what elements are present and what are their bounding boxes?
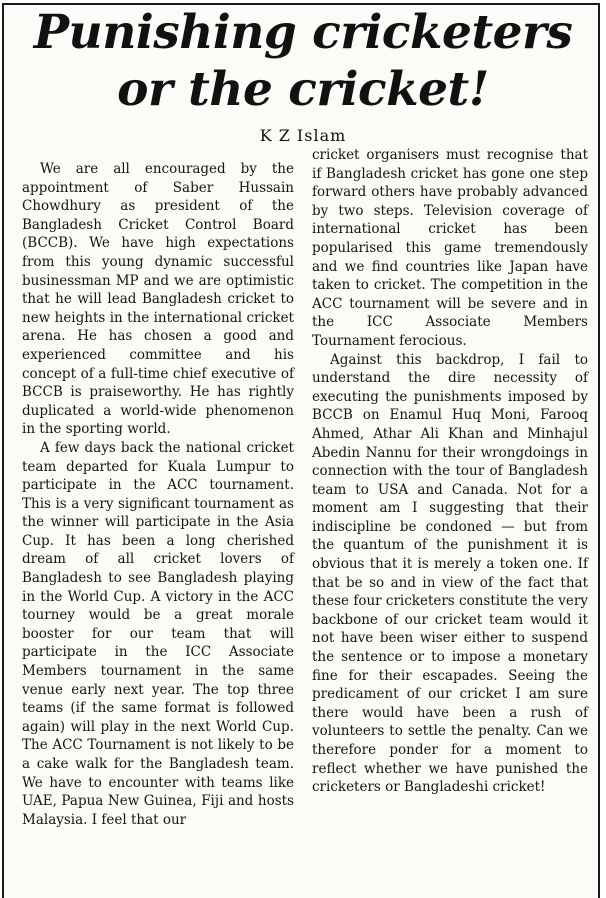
paragraph-2: A few days back the national cricket team departed for Kuala Lumpur to participate in the ACC tournament. This is a very significant tournament as the winner will participate in the Asia Cup. It has been a long cherished dream of all cricket lovers of Bangladesh to see Bangladesh playing in the World Cup. A victory in the ACC tourney would be a great morale booster for our team that will participate in the ICC Associate Members tournament in the same venue early next year. The top three teams (if the same format is followed again) will play in the next World Cup. The ACC Tournament is not likely to be a cake walk for the Bangladesh team. We have to encounter with teams like UAE, Papua New Guinea, Fiji and hosts Malaysia. I feel that our bbox=[22, 439, 294, 828]
right-column bbox=[312, 146, 588, 797]
paragraph-3: Against this backdrop, I fail to understand the dire necessity of executing the punishments imposed by BCCB on Enamul Huq Moni, Farooq Ahmed, Athar Ali Khan and Minhajul Abedin Nannu for their wrongdoings in connection with the tour of Bangladesh team to USA and Canada. Not for a moment am I suggesting that their indiscipline be condoned — but from the quantum of the punishment it is obvious that it is merely a token one. If that be so and in view of the fact that these four cricketers constitute the very backbone of our cricket team would it not have been wiser either to suspend the sentence or to impose a monetary fine for their escapades. Seeing the predicament of our cricket I am sure there would have been a rush of volunteers to settle the penalty. Can we therefore ponder for a moment to reflect whether we have punished the cricketers or Bangladeshi cricket! bbox=[312, 351, 589, 796]
article-headline bbox=[0, 4, 606, 118]
paragraph-2-continued: cricket organisers must recognise that if Bangladesh cricket has gone one step forward others have probably advanced by two steps. Television coverage of international cricket has been popularised this game tremendously and we find countries like Japan have taken to cricket. The competition in the ACC tournament will be severe and in the ICC Associate Members Tournament ferocious. bbox=[312, 147, 588, 349]
author-byline: K Z Islam bbox=[259, 126, 347, 145]
paragraph-1: We are all encouraged by the appointment of Saber Hussain Chowdhury as president of the Bangladesh Cricket Control Board (BCCB). We have high expectations from this young dynamic successful businessman MP and we are optimistic that he will lead Bangladesh cricket to new heights in the international cricket arena. He has chosen a good and experienced committee and his concept of a full-time chief executive of BCCB is praiseworthy. He has rightly duplicated a world-wide phenomenon in the sporting world. bbox=[22, 161, 294, 438]
headline-line-1: Punishing cricketers bbox=[33, 5, 573, 60]
left-column bbox=[22, 160, 294, 829]
headline-line-2: or the cricket! bbox=[117, 62, 489, 117]
